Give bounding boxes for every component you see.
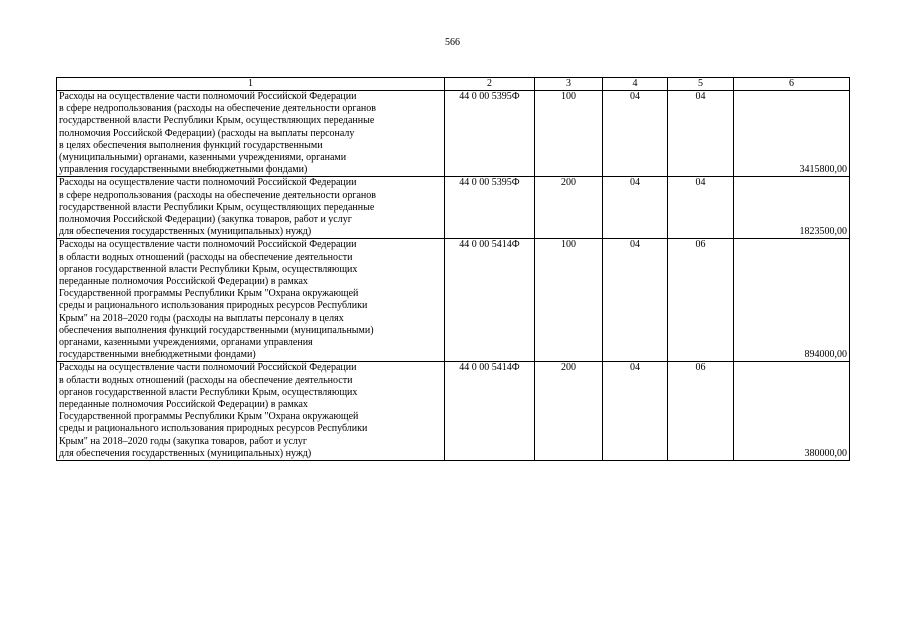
header-row [57, 78, 850, 91]
description-line: среды и рационального использования природных ресурсов Республики [59, 423, 368, 435]
row-target-code: 44 0 00 5414Ф [445, 239, 535, 362]
table-row [57, 177, 850, 239]
description-line: в области водных отношений (расходы на обеспечение деятельности [59, 251, 353, 263]
description-line: обеспечения выполнения функций государственными (муниципальными) [59, 324, 374, 336]
row-section: 04 [603, 91, 668, 177]
row-amount: 1823500,00 [734, 177, 850, 239]
description-line: Расходы на осуществление части полномочий Российской Федерации [59, 239, 357, 251]
description-line: в сфере недропользования (расходы на обеспечение деятельности органов [59, 103, 376, 115]
description-line: органами, казенными учреждениями, органами управления [59, 337, 313, 349]
column-header-2: 2 [445, 78, 535, 91]
row-expense-type: 100 [535, 91, 603, 177]
description-line: переданные полномочия Российской Федерации) в рамках [59, 276, 308, 288]
table-row [57, 239, 850, 362]
row-expense-type: 100 [535, 239, 603, 362]
description-line: (муниципальными) органами, казенными учреждениями, органами [59, 152, 347, 164]
description-line: полномочия Российской Федерации) (закупка товаров, работ и услуг [59, 214, 352, 226]
description-line: в сфере недропользования (расходы на обеспечение деятельности органов [59, 189, 376, 201]
row-description [57, 91, 445, 177]
row-subsection: 06 [668, 239, 734, 362]
description-line: переданные полномочия Российской Федерации) в рамках [59, 399, 308, 411]
row-description [57, 239, 445, 362]
row-amount: 3415800,00 [734, 91, 850, 177]
row-section: 04 [603, 177, 668, 239]
row-target-code: 44 0 00 5395Ф [445, 91, 535, 177]
row-expense-type: 200 [535, 362, 603, 461]
description-line: Расходы на осуществление части полномочий Российской Федерации [59, 177, 357, 189]
row-amount: 894000,00 [734, 239, 850, 362]
row-description [57, 362, 445, 461]
description-line: в области водных отношений (расходы на обеспечение деятельности [59, 374, 353, 386]
description-line: государственной власти Республики Крым, осуществляющих переданные [59, 201, 375, 213]
column-header-1: 1 [57, 78, 445, 91]
description-line: государственными внебюджетными фондами) [59, 349, 256, 361]
row-subsection: 06 [668, 362, 734, 461]
page-number: 566 [445, 37, 460, 48]
column-header-3: 3 [535, 78, 603, 91]
description-line: Государственной программы Республики Крым "Охрана окружающей [59, 411, 359, 423]
description-line: государственной власти Республики Крым, осуществляющих переданные [59, 115, 375, 127]
description-line: органов государственной власти Республики Крым, осуществляющих [59, 386, 358, 398]
description-line: среды и рационального использования природных ресурсов Республики [59, 300, 368, 312]
description-line: Государственной программы Республики Крым "Охрана окружающей [59, 288, 359, 300]
description-line: Расходы на осуществление части полномочий Российской Федерации [59, 362, 357, 374]
row-target-code: 44 0 00 5414Ф [445, 362, 535, 461]
description-line: Расходы на осуществление части полномочий Российской Федерации [59, 91, 357, 102]
budget-table [56, 77, 850, 461]
row-section: 04 [603, 362, 668, 461]
row-amount: 380000,00 [734, 362, 850, 461]
row-subsection: 04 [668, 91, 734, 177]
column-header-4: 4 [603, 78, 668, 91]
column-header-6: 6 [734, 78, 850, 91]
description-line: в целях обеспечения выполнения функций государственными [59, 139, 323, 151]
row-target-code: 44 0 00 5395Ф [445, 177, 535, 239]
table-row [57, 91, 850, 177]
description-line: для обеспечения государственных (муниципальных) нужд) [59, 226, 312, 238]
row-expense-type: 200 [535, 177, 603, 239]
column-header-5: 5 [668, 78, 734, 91]
description-line: органов государственной власти Республики Крым, осуществляющих [59, 263, 358, 275]
table-row [57, 362, 850, 461]
description-line: управления государственными внебюджетными фондами) [59, 164, 308, 176]
row-description [57, 177, 445, 239]
row-subsection: 04 [668, 177, 734, 239]
description-line: для обеспечения государственных (муниципальных) нужд) [59, 447, 312, 459]
description-line: Крым" на 2018–2020 годы (расходы на выплаты персоналу в целях [59, 312, 344, 324]
row-section: 04 [603, 239, 668, 362]
description-line: Крым" на 2018–2020 годы (закупка товаров, работ и услуг [59, 435, 308, 447]
description-line: полномочия Российской Федерации) (расходы на выплаты персоналу [59, 127, 355, 139]
